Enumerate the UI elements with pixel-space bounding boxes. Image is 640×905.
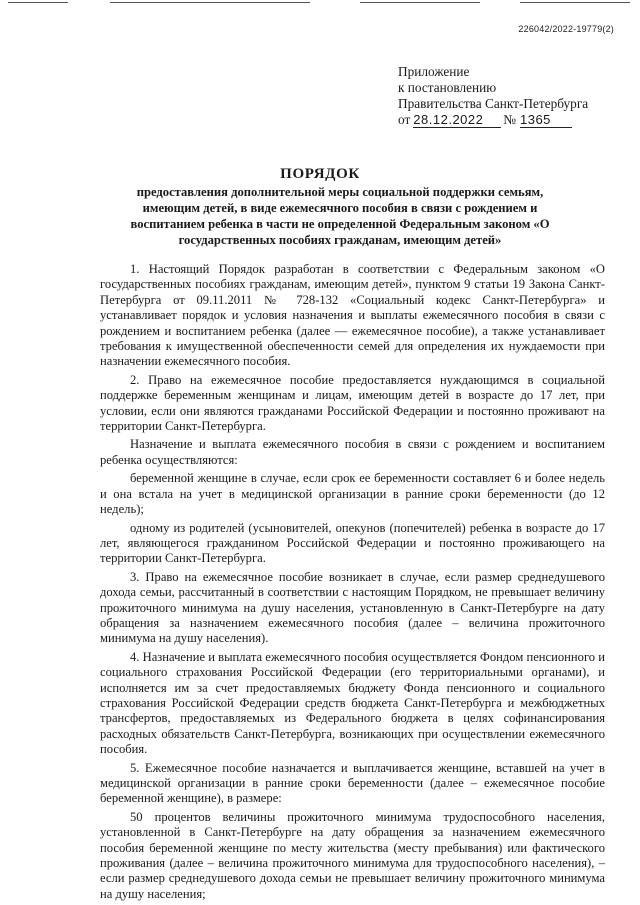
- paragraph-5: одному из родителей (усыновителей, опекунов (попечителей) ребенка в возрасте до 17 лет, являющегося гражданином Российской Федерации и постоянно проживающего на территории Санкт-Петербурга.: [100, 520, 605, 566]
- paragraph-7: 4. Назначение и выплата ежемесячного пособия осуществляется Фондом пенсионного и социального страхования Российской Федерации (его территориальными органами), и исполняется им за счет предоставляемых бюджету Фонда пенсионного и социального страхования Российской Федерации средств бюджета Санкт-Петербурга и межбюджетных трансфертов, предоставляемых из Федерального бюджета в целях софинансирования расходных обязательств Санкт-Петербурга, возникающих при осуществлении ежемесячного пособия.: [100, 649, 605, 757]
- number-prefix: №: [503, 112, 516, 127]
- paragraph-4: беременной женщине в случае, если срок ее беременности составляет 6 и более недель и она встала на учет в медицинской организации в ранние сроки беременности (до 12 недель);: [100, 471, 605, 517]
- paragraph-2: 2. Право на ежемесячное пособие предоставляется нуждающимся в социальной поддержке беременным женщинам и лицам, имеющим детей в возрасте до 17 лет, при условии, если они являются гражданами Российской Федерации и постоянно проживают на территории Санкт-Петербурга.: [100, 372, 605, 434]
- appendix-line-3: Правительства Санкт-Петербурга: [398, 96, 589, 111]
- scan-top-edge: [0, 0, 640, 6]
- document-title: ПОРЯДОК: [280, 166, 360, 182]
- document-subtitle: предоставления дополнительной меры социальной поддержки семьям, имеющим детей, в виде ежемесячного пособия в связи с рождением и воспитанием ребенка в части не определенной Федеральным законом «О государственных пособиях гражданам, имеющим детей»: [130, 185, 550, 247]
- decree-date: 28.12.2022: [413, 113, 501, 128]
- date-prefix: от: [398, 112, 411, 127]
- appendix-line-1: Приложение: [398, 64, 470, 79]
- paragraph-6: 3. Право на ежемесячное пособие возникает в случае, если размер среднедушевого дохода семьи, рассчитанный в соответствии с настоящим Порядком, не превышает величину прожиточного минимума на душу населения, установленную в Санкт-Петербурге на дату обращения за назначением ежемесячного пособия (далее – величина прожиточного минимума на душу населения).: [100, 569, 605, 646]
- document-body: [100, 262, 605, 905]
- decree-number: 1365: [520, 113, 572, 128]
- paragraph-8: 5. Ежемесячное пособие назначается и выплачивается женщине, вставшей на учет в медицинской организации в ранние сроки беременности (далее – ежемесячное пособие беременной женщине), в размере:: [100, 760, 605, 806]
- appendix-block: [398, 64, 628, 128]
- appendix-date-line: [398, 112, 628, 128]
- document-number: 226042/2022-19779(2): [518, 24, 614, 34]
- paragraph-9: 50 процентов величины прожиточного минимума трудоспособного населения, установленной в Санкт-Петербурге на дату обращения за назначением ежемесячного пособия беременной женщине по месту жительства (месту пребывания) или фактического проживания (далее – величина прожиточного минимума для трудоспособного населения), – если размер среднедушевого дохода семьи не превышает величину прожиточного минимума на душу населения;: [100, 809, 605, 901]
- appendix-line-2: к постановлению: [398, 80, 497, 95]
- paragraph-1: 1. Настоящий Порядок разработан в соответствии с Федеральным законом «О государственных пособиях гражданам, имеющим детей», пунктом 9 статьи 19 Закона Санкт-Петербурга от 09.11.2011 № 728-132 «Социальный кодекс Санкт-Петербурга» и устанавливает порядок и условия назначения и выплаты ежемесячного пособия в связи с рождением и воспитанием ребенка (далее — ежемесячное пособие), а также устанавливает требования к имущественной обеспеченности семей для определения их нуждаемости при назначении ежемесячного пособия.: [100, 262, 605, 369]
- paragraph-3: Назначение и выплата ежемесячного пособия в связи с рождением и воспитанием ребенка осуществляются:: [100, 437, 605, 467]
